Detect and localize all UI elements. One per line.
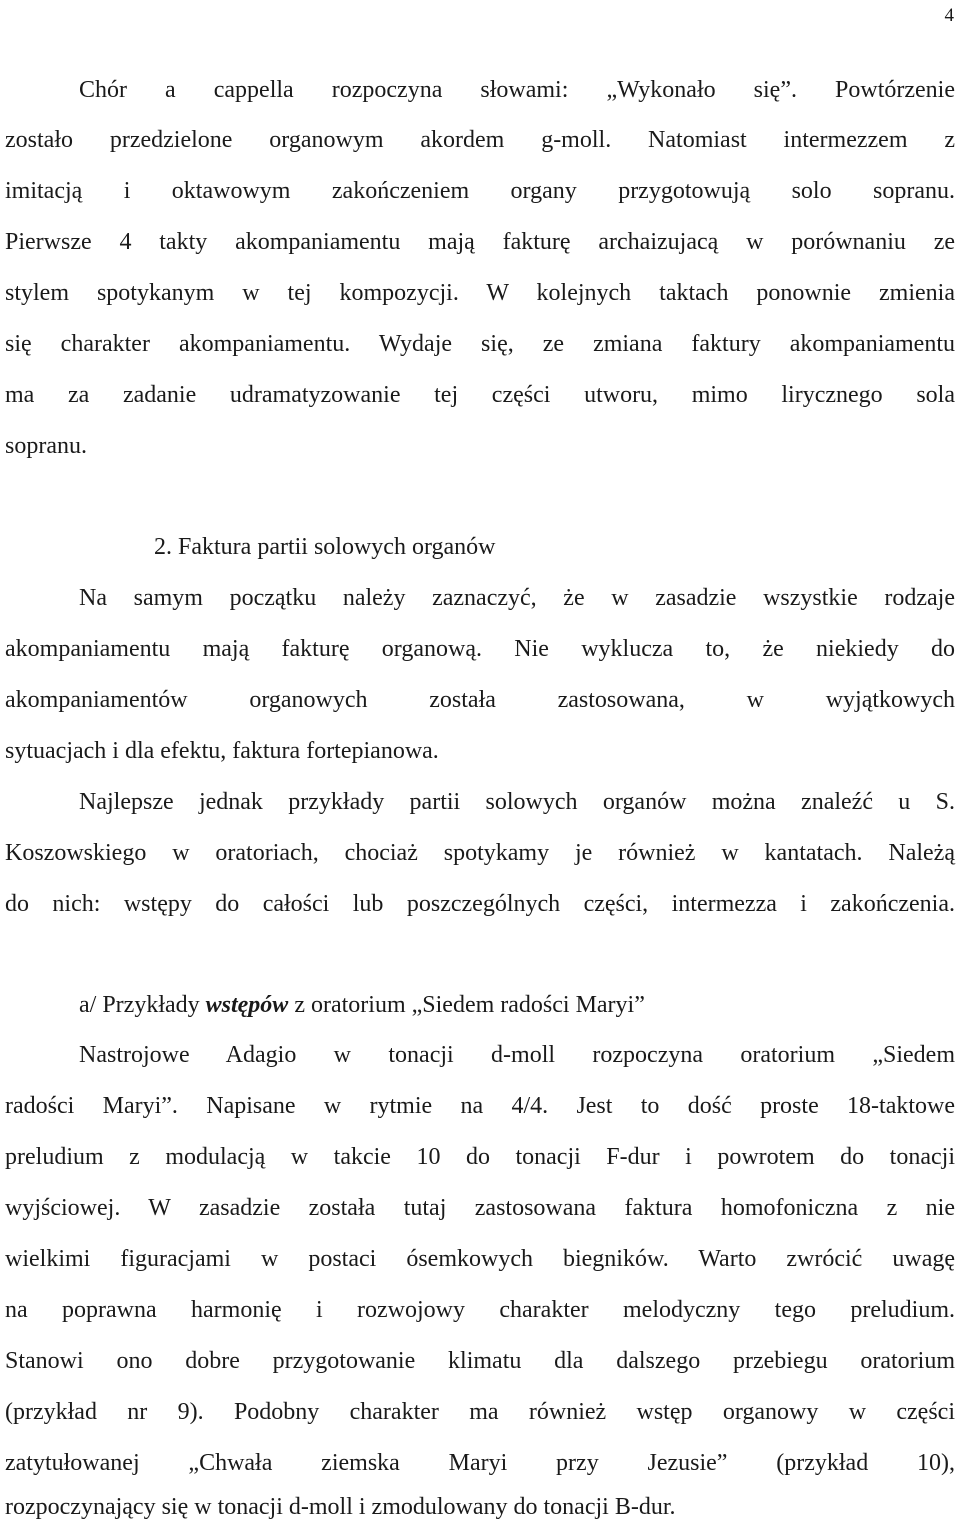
- text-line: Nastrojowe Adagio w tonacji d-moll rozpoczyna oratorium „Siedem: [79, 1042, 955, 1068]
- text-line: stylem spotykanym w tej kompozycji. W kolejnych taktach ponownie zmienia: [5, 280, 955, 306]
- text-line: się charakter akompaniamentu. Wydaje się, ze zmiana faktury akompaniamentu: [5, 331, 955, 357]
- section-heading: 2. Faktura partii solowych organów: [154, 534, 496, 560]
- text-line: imitacją i oktawowym zakończeniem organy przygotowują solo sopranu.: [5, 178, 955, 204]
- text-line: zatytułowanej „Chwała ziemska Maryi przy Jezusie” (przykład 10),: [5, 1450, 955, 1476]
- text-line: Stanowi ono dobre przygotowanie klimatu dla dalszego przebiegu oratorium: [5, 1348, 955, 1374]
- subsection-heading-prefix: a/ Przykłady: [79, 992, 206, 1018]
- text-line: akompaniamentu mają fakturę organową. Nie wyklucza to, że niekiedy do: [5, 636, 955, 662]
- text-line: Pierwsze 4 takty akompaniamentu mają fakturę archaizujacą w porównaniu ze: [5, 229, 955, 255]
- text-line: Chór a cappella rozpoczyna słowami: „Wykonało się”. Powtórzenie: [79, 77, 955, 103]
- text-line: sopranu.: [5, 433, 87, 459]
- text-line: preludium z modulacją w takcie 10 do tonacji F-dur i powrotem do tonacji: [5, 1144, 955, 1170]
- text-line: Najlepsze jednak przykłady partii solowych organów można znaleźć u S.: [79, 789, 955, 815]
- text-line: wyjściowej. W zasadzie została tutaj zastosowana faktura homofoniczna z nie: [5, 1195, 955, 1221]
- text-line: Koszowskiego w oratoriach, chociaż spotykamy je również w kantatach. Należą: [5, 840, 955, 866]
- subsection-heading-emphasis: wstępów: [205, 992, 289, 1018]
- text-line: radości Maryi”. Napisane w rytmie na 4/4. Jest to dość proste 18-taktowe: [5, 1093, 955, 1119]
- text-line: Na samym początku należy zaznaczyć, że w zasadzie wszystkie rodzaje: [79, 585, 955, 611]
- text-line: zostało przedzielone organowym akordem g-moll. Natomiast intermezzem z: [5, 127, 955, 153]
- text-line: rozpoczynający się w tonacji d-moll i zmodulowany do tonacji B-dur.: [5, 1494, 676, 1520]
- subsection-heading: [79, 988, 645, 1022]
- text-line: sytuacjach i dla efektu, faktura fortepianowa.: [5, 738, 439, 764]
- text-line: ma za zadanie udramatyzowanie tej części utworu, mimo lirycznego sola: [5, 382, 955, 408]
- text-line: (przykład nr 9). Podobny charakter ma również wstęp organowy w części: [5, 1399, 955, 1425]
- text-line: do nich: wstępy do całości lub poszczególnych części, intermezza i zakończenia.: [5, 891, 955, 917]
- text-line: akompaniamentów organowych została zastosowana, w wyjątkowych: [5, 687, 955, 713]
- text-line: wielkimi figuracjami w postaci ósemkowych biegników. Warto zwrócić uwagę: [5, 1246, 955, 1272]
- text-line: na poprawna harmonię i rozwojowy charakter melodyczny tego preludium.: [5, 1297, 955, 1323]
- page-number: 4: [944, 5, 954, 26]
- subsection-heading-suffix: z oratorium „Siedem radości Maryi”: [288, 992, 645, 1018]
